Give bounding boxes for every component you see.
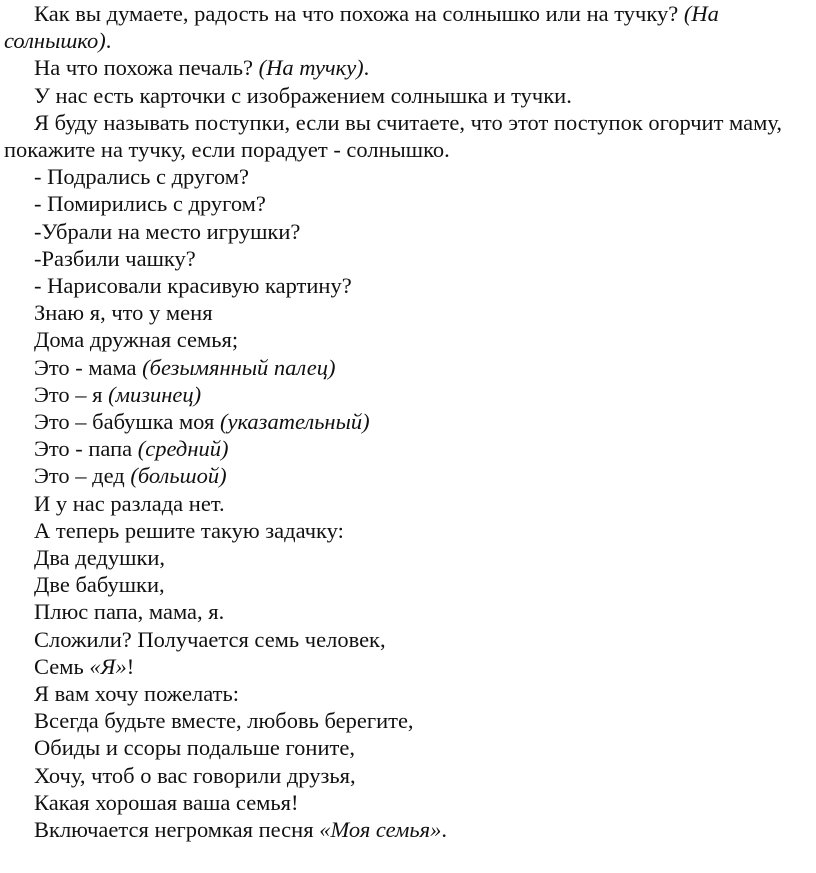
- finger-text: Это – дед: [34, 463, 131, 489]
- poem-line: Знаю я, что у меня: [34, 300, 213, 326]
- question-line: - Подрались с другом?: [34, 164, 249, 190]
- finger-hint: (безымянный палец): [142, 354, 336, 380]
- wish-line: Всегда будьте вместе, любовь берегите,: [34, 708, 414, 734]
- seven-suffix: !: [126, 653, 135, 679]
- joy-question-text: Как вы думаете, радость на что похожа на солнышко или на тучку?: [34, 1, 684, 26]
- final-line: [4, 816, 806, 843]
- wish-line: Обиды и ссоры подальше гоните,: [34, 735, 355, 761]
- finger-line: [4, 462, 806, 489]
- song-title: «Моя семья»: [319, 817, 442, 843]
- sadness-question-text: На что похожа печаль?: [34, 55, 259, 81]
- finger-hint: (большой): [130, 463, 227, 489]
- question-line: - Нарисовали красивую картину?: [34, 273, 352, 299]
- wish-line: Я вам хочу пожелать:: [34, 681, 240, 707]
- finger-text: Это – бабушка моя: [34, 409, 220, 435]
- paragraph-joy-question: [4, 0, 806, 54]
- question-line: -Разбили чашку?: [34, 245, 196, 271]
- seven-italic: «Я»: [89, 653, 127, 679]
- riddle-line: Два дедушки,: [34, 545, 166, 571]
- finger-text: Это - мама: [34, 354, 143, 380]
- riddle-answer-line: [4, 653, 806, 680]
- wish-line: Какая хорошая ваша семья!: [34, 789, 299, 815]
- final-text: Включается негромкая песня: [34, 817, 320, 843]
- riddle-intro: А теперь решите такую задачку:: [34, 517, 344, 543]
- paragraph-instructions: Я буду называть поступки, если вы считаете, что этот поступок огорчит маму, покажите на тучку, если порадует - солнышко.: [4, 109, 782, 163]
- joy-answer: (На солнышко): [4, 1, 719, 54]
- poem-line: Дома дружная семья;: [34, 327, 239, 353]
- finger-line: [4, 435, 806, 462]
- paragraph-sadness-question: [4, 54, 806, 81]
- question-line: -Убрали на место игрушки?: [34, 218, 301, 244]
- sadness-end: .: [363, 55, 370, 81]
- joy-end: .: [105, 28, 112, 54]
- finger-line: [4, 381, 806, 408]
- finger-text: Это - папа: [34, 436, 138, 462]
- finger-hint: (указательный): [219, 409, 370, 435]
- finger-hint: (мизинец): [108, 381, 202, 407]
- riddle-line: Две бабушки,: [34, 572, 165, 598]
- wish-line: Хочу, чтоб о вас говорили друзья,: [34, 762, 356, 788]
- riddle-line: Сложили? Получается семь человек,: [34, 626, 386, 652]
- sadness-answer: (На тучку): [258, 55, 364, 81]
- final-end: .: [441, 817, 447, 843]
- finger-line: [4, 408, 806, 435]
- finger-text: Это – я: [34, 381, 109, 407]
- finger-line: [4, 354, 806, 381]
- seven-prefix: Семь: [34, 653, 90, 679]
- riddle-line: Плюс папа, мама, я.: [34, 599, 225, 625]
- finger-hint: (средний): [137, 436, 229, 462]
- poem-line: И у нас разлада нет.: [34, 490, 225, 516]
- question-line: - Помирились с другом?: [34, 191, 266, 217]
- paragraph-cards: У нас есть карточки с изображением солнышка и тучки.: [34, 82, 572, 108]
